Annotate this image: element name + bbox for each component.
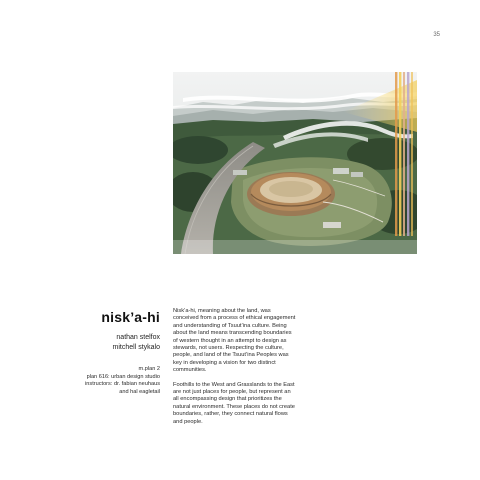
text-line: of western thought in an attempt to design as — [173, 337, 287, 344]
course-label: plan 616: urban design studio — [86, 373, 160, 380]
text-line: people, and land of the Tsuut’ina Peoples was — [173, 352, 289, 359]
author-name: nathan stelfox — [116, 334, 160, 341]
description-paragraph — [173, 382, 309, 426]
text-line: conceived from a process of ethical engagement — [173, 315, 296, 322]
description-paragraph — [173, 308, 309, 375]
text-line: Nisk’a-hi, meaning about the land, was — [173, 308, 271, 314]
project-description — [173, 308, 309, 426]
project-title: nisk’a-hi — [101, 309, 160, 325]
instructors-label: instructors: dr. fabian neuhaus — [85, 381, 160, 387]
text-line: and people. — [173, 418, 203, 425]
program-label: m.plan 2 — [138, 366, 160, 372]
text-line: natural environment. These places do not create — [173, 403, 295, 410]
site-rendering-image — [173, 72, 417, 254]
authors-block — [113, 333, 160, 352]
text-line: are not just places for people, but represent an — [173, 389, 291, 396]
text-line: about the land means transcending boundaries — [173, 330, 292, 337]
text-line: all encompassing design that prioritizes the — [173, 396, 282, 403]
page-number: 35 — [433, 32, 440, 38]
instructors-label-continued: and hal eagletail — [119, 388, 160, 395]
text-line: boundaries, rather, they connect natural flows — [173, 411, 288, 418]
author-name: mitchell stykalo — [112, 343, 160, 351]
course-info — [85, 366, 160, 396]
text-line: communities. — [173, 367, 207, 374]
text-line: stewards, not users. Respecting the culture, — [173, 345, 284, 352]
text-line: and understanding of Tsuut’ina culture. Being — [173, 322, 287, 329]
text-line: key in developing a vision for two distinct — [173, 359, 276, 366]
site-rendering-illustration — [173, 72, 417, 254]
text-line: Foothills to the West and Grasslands to the East — [173, 381, 295, 388]
